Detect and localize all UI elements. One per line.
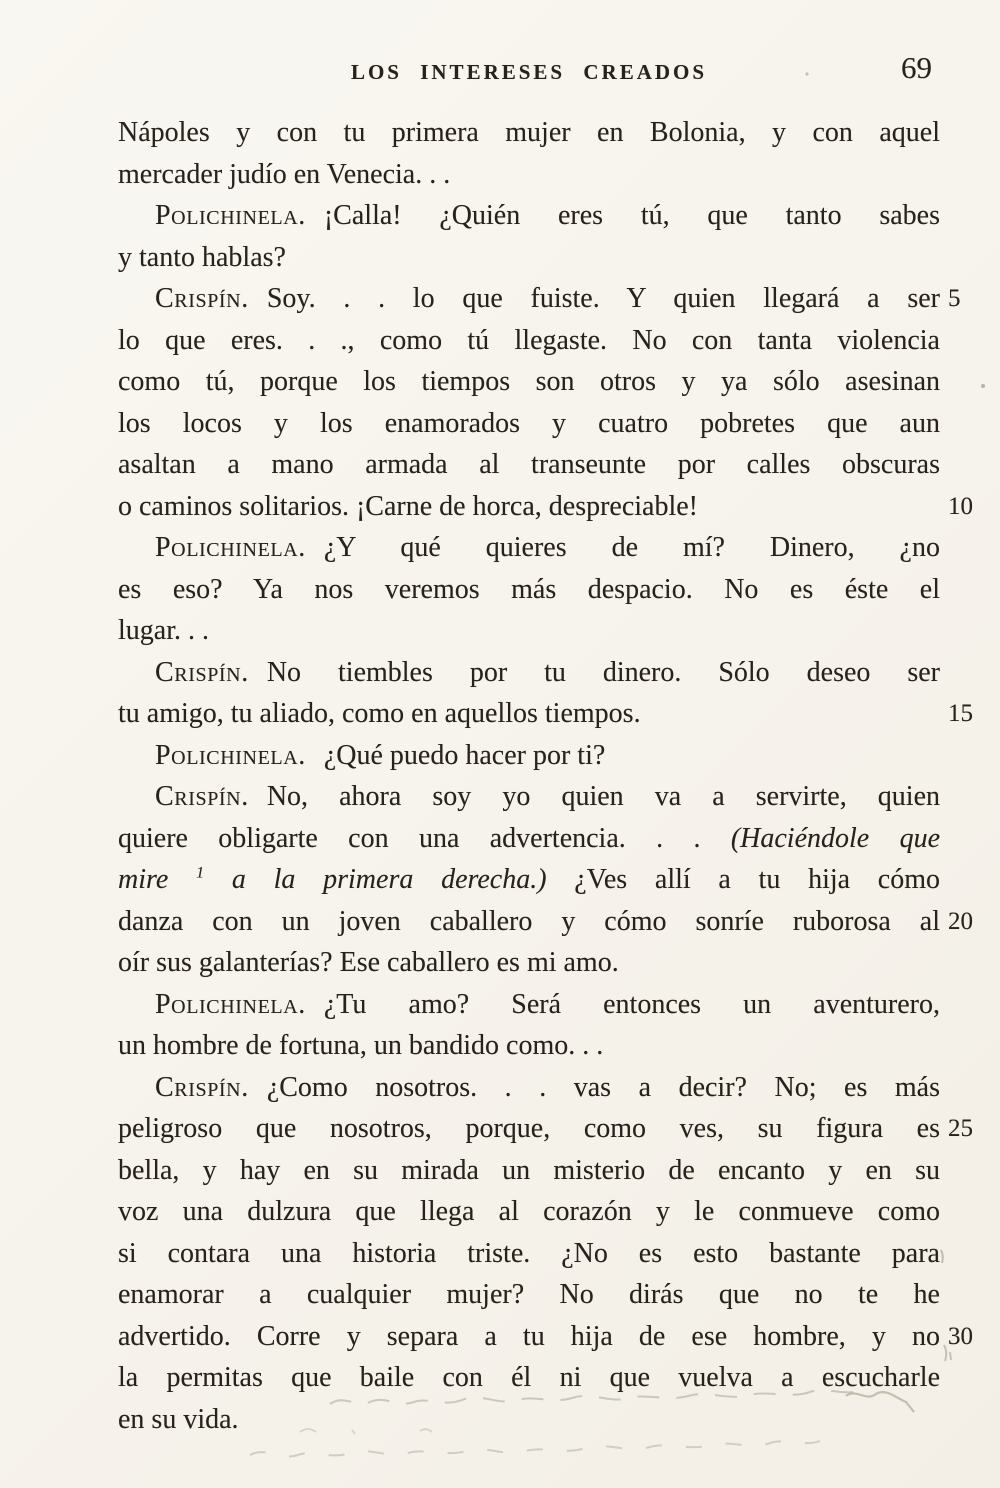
dialogue-text: lo que eres. . ., como tú llegaste. No con tanta violencia: [118, 324, 940, 356]
text-line: [118, 1274, 940, 1316]
dialogue-text: quiere obligarte con una advertencia. . .: [118, 822, 731, 854]
speaker-name: Polichinela.: [155, 988, 306, 1020]
margin-line-number: 20: [948, 907, 973, 935]
dialogue-text: mire: [118, 864, 197, 895]
text-line: [118, 1316, 973, 1358]
text-line: [118, 527, 940, 569]
dialogue-text: ¡Calla! ¿Quién eres tú, que tanto sabes: [323, 200, 940, 231]
text-line: [118, 735, 940, 777]
dialogue-text: lugar. . .: [118, 615, 209, 646]
dialogue-text: 1: [196, 863, 205, 882]
dialogue-text: mercader judío en Venecia. . .: [118, 158, 451, 190]
dialogue-text: los locos y los enamorados y cuatro pobretes que aun: [118, 407, 940, 439]
dialogue-text: tu amigo, tu aliado, como en aquellos tiempos.: [118, 698, 641, 729]
dialogue-text: ¿Tu amo? Será entonces un aventurero,: [323, 988, 940, 1020]
text-line: [118, 444, 940, 486]
dialogue-text: es eso? Ya nos veremos más despacio. No es éste el: [118, 573, 940, 605]
text-line: [118, 403, 940, 445]
dialogue-text: Nápoles y con tu primera mujer en Bolonia, y con aquel: [118, 117, 940, 148]
text-line: [118, 984, 940, 1026]
dialogue-text: ¿Como nosotros. . . vas a decir? No; es más: [266, 1071, 940, 1103]
dialogue-text: asaltan a mano armada al transeunte por calles obscuras: [118, 449, 940, 480]
text-line: [118, 361, 940, 403]
text-line: [118, 1233, 940, 1275]
text-line: [118, 112, 940, 154]
dialogue-text: o caminos solitarios. ¡Carne de horca, despreciable!: [118, 490, 699, 522]
text-line: [118, 776, 940, 818]
text-line: [118, 1067, 940, 1109]
dialogue-text: No, ahora soy yo quien va a servirte, quien: [266, 781, 940, 812]
dialogue-text: No tiembles por tu dinero. Sólo deseo ser: [266, 656, 940, 688]
margin-line-number: 25: [948, 1115, 973, 1142]
dialogue-text: advertido. Corre y separa a tu hija de ese hombre, y no: [118, 1320, 940, 1352]
dialogue-text: bella, y hay en su mirada un misterio de encanto y en su: [118, 1154, 940, 1186]
text-line: [118, 486, 973, 528]
page-header: [118, 50, 940, 94]
text-line: [118, 278, 961, 320]
speaker-name: Polichinela.: [155, 200, 306, 231]
speaker-name: Polichinela.: [155, 739, 306, 771]
dialogue-text: (Haciéndole que: [730, 822, 940, 854]
dialogue-text: la permitas que baile con él ni que vuelva a escucharle: [118, 1362, 940, 1393]
text-block: [118, 112, 973, 1440]
dialogue-text: oír sus galanterías? Ese caballero es mi amo.: [118, 947, 619, 978]
margin-line-number: 30: [948, 1322, 973, 1350]
text-line: [118, 818, 940, 860]
text-line: [118, 154, 940, 196]
speaker-name: Crispín.: [155, 1071, 249, 1103]
dialogue-text: si contara una historia triste. ¿No es esto bastante para: [118, 1237, 940, 1269]
text-line: [118, 693, 973, 735]
text-line: [118, 1399, 940, 1441]
text-line: [118, 1150, 940, 1192]
dialogue-text: Soy. . . lo que fuiste. Y quien llegará a ser: [266, 283, 940, 314]
running-title: LOS INTERESES CREADOS: [350, 60, 708, 84]
text-line: [118, 859, 940, 901]
dialogue-text: enamorar a cualquier mujer? No dirás que no te he: [118, 1279, 940, 1310]
speaker-name: Crispín.: [155, 283, 249, 314]
speaker-name: Polichinela.: [155, 532, 306, 563]
dialogue-text: como tú, porque los tiempos son otros y ya sólo asesinan: [118, 366, 940, 397]
text-line: [118, 195, 940, 237]
text-line: [118, 942, 940, 984]
text-line: [118, 901, 973, 943]
dialogue-text: ¿Ves allí a tu hija cómo: [546, 864, 940, 895]
margin-line-number: 5: [948, 285, 961, 312]
scan-speck: [981, 384, 985, 388]
page-number: 69: [901, 50, 932, 85]
text-line: [118, 652, 940, 694]
dialogue-text: danza con un joven caballero y cómo sonríe ruborosa al: [118, 905, 940, 937]
pencil-mark: [250, 1441, 820, 1456]
text-line: [118, 1025, 940, 1067]
dialogue-text: ¿Qué puedo hacer por ti?: [323, 739, 606, 771]
dialogue-text: peligroso que nosotros, porque, como ves, su figura es: [118, 1113, 940, 1144]
dialogue-text: ¿Y qué quieres de mí? Dinero, ¿no: [323, 532, 940, 563]
dialogue-text: un hombre de fortuna, un bandido como. . .: [118, 1030, 604, 1061]
dialogue-text: y tanto hablas?: [118, 241, 286, 273]
text-line: [118, 1357, 940, 1399]
text-line: [118, 320, 940, 362]
scan-speck: [941, 1250, 943, 1263]
text-line: [118, 1108, 973, 1150]
text-line: [118, 610, 940, 652]
speaker-name: Crispín.: [155, 781, 249, 812]
margin-line-number: 10: [948, 492, 973, 520]
text-line: [118, 1191, 940, 1233]
dialogue-text: voz una dulzura que llega al corazón y le conmueve como: [118, 1196, 940, 1227]
text-line: [118, 237, 940, 279]
text-line: [118, 569, 940, 611]
dialogue-text: a la primera derecha.): [204, 864, 547, 895]
speaker-name: Crispín.: [155, 656, 249, 688]
dialogue-text: en su vida.: [118, 1403, 239, 1435]
margin-line-number: 15: [948, 700, 973, 727]
